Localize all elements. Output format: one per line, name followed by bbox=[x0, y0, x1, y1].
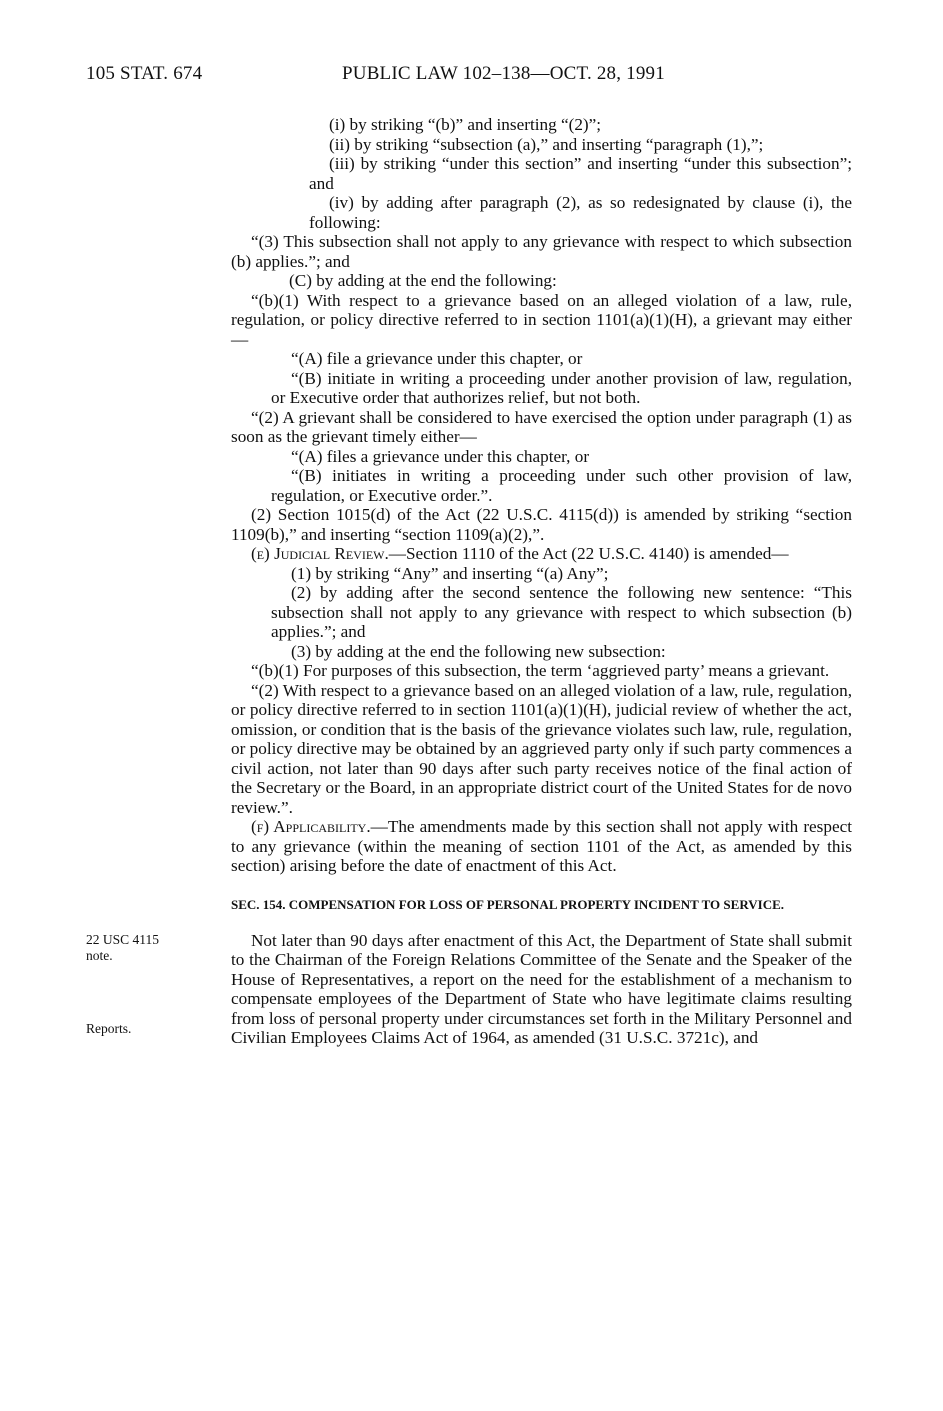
page-header bbox=[0, 63, 943, 89]
judicial-review-heading: (e) Judicial Review. bbox=[251, 544, 389, 563]
subsection-b1: “(b)(1) With respect to a grievance based on an alleged violation of a law, rule, regulation, or policy directive referred to in section 1101(a)(1)(H), a grievant may either— bbox=[231, 290, 852, 349]
section-154-text: Not later than 90 days after enactment of this Act, the Department of State shall submit to the Chairman of the Foreign Relations Committee of the Senate and the Speaker of the House of Representatives, a report on the need for the establishment of a mechanism to compensate employees of the Department of State who have legitimate claims resulting from loss of personal property under circumstances set forth in the Military Personnel and Civilian Employees Claims Act of 1964, as amended (31 U.S.C. 3721c), and bbox=[231, 930, 852, 1047]
section-154-heading: SEC. 154. COMPENSATION FOR LOSS OF PERSONAL PROPERTY INCIDENT TO SERVICE. bbox=[231, 896, 785, 912]
margin-note-reports: Reports. bbox=[86, 1021, 132, 1036]
margin-note-usc-note: note. bbox=[86, 948, 113, 963]
applicability-text: —The amendments made by this section shall not apply with respect to any grievance (within the meaning of section 1101 of the Act, as amended by this section) arising before the date of enactment of this Act. bbox=[231, 817, 852, 875]
section-1015-amendment: (2) Section 1015(d) of the Act (22 U.S.C. 4115(d)) is amended by striking “section 1109(b),” and inserting “section 1109(a)(2),”. bbox=[231, 505, 852, 544]
subsection-b2: “(2) A grievant shall be considered to have exercised the option under paragraph (1) as soon as the grievant timely either— bbox=[231, 407, 852, 446]
aggrieved-party-definition: “(b)(1) For purposes of this subsection, the term ‘aggrieved party’ means a grievant. bbox=[251, 661, 830, 680]
option-a: “(A) file a grievance under this chapter, or bbox=[291, 349, 583, 368]
margin-note-usc-cite: 22 USC 4115 bbox=[86, 932, 160, 947]
applicability-heading-wrap bbox=[251, 817, 371, 836]
judicial-review-item-2: (2) by adding after the second sentence the following new sentence: “This subsection shall not apply to any grievance with respect to which subsection (b) applies.”; and bbox=[271, 583, 852, 641]
margin-note-usc bbox=[86, 932, 159, 964]
subparagraph-c: (C) by adding at the end the following: bbox=[289, 271, 557, 290]
applicability-paragraph bbox=[231, 817, 852, 876]
stat-page-number: 105 STAT. 674 bbox=[86, 63, 203, 84]
clause-ii: (ii) by striking “subsection (a),” and inserting “paragraph (1),”; bbox=[329, 134, 764, 154]
clause-iii: (iii) by striking “under this section” and inserting “under this subsection”; and bbox=[309, 154, 852, 193]
judicial-review-text: —Section 1110 of the Act (22 U.S.C. 4140) is amended— bbox=[388, 544, 789, 563]
judicial-review-item-1: (1) by striking “Any” and inserting “(a) Any”; bbox=[291, 563, 609, 583]
running-title: PUBLIC LAW 102–138—OCT. 28, 1991 bbox=[342, 63, 665, 84]
paragraph-3-text: “(3) This subsection shall not apply to any grievance with respect to which subsection (b) applies.”; and bbox=[231, 232, 852, 271]
document-body bbox=[231, 115, 852, 1048]
applicability-heading: (f) Applicability. bbox=[251, 817, 371, 836]
judicial-review-item-3: (3) by adding at the end the following new subsection: bbox=[291, 641, 666, 661]
clause-i: (i) by striking “(b)” and inserting “(2)”; bbox=[329, 115, 602, 134]
judicial-review-paragraph bbox=[231, 544, 852, 564]
judicial-review-provision: “(2) With respect to a grievance based on an alleged violation of a law, rule, regulation, or policy directive referred to in section 1101(a)(1)(H), judicial review of whether the act, omission, or condition that is the basis of the grievance violates such law, rule, regulation, or policy directive may be obtained by an aggrieved party only if such party commences a civil action, not later than 90 days after such party receives notice of the final action of the Secretary or the Board, in an appropriate district court of the United States for de novo review.”. bbox=[231, 680, 852, 817]
clause-iv: (iv) by adding after paragraph (2), as so redesignated by clause (i), the following: bbox=[309, 193, 852, 232]
option-b: “(B) initiate in writing a proceeding under another provision of law, regulation, or Executive order that authorizes relief, but not both. bbox=[271, 368, 852, 407]
option-b-initiates: “(B) initiates in writing a proceeding under such other provision of law, regulation, or Executive order.”. bbox=[271, 466, 852, 505]
option-a-files: “(A) files a grievance under this chapter, or bbox=[291, 446, 590, 466]
